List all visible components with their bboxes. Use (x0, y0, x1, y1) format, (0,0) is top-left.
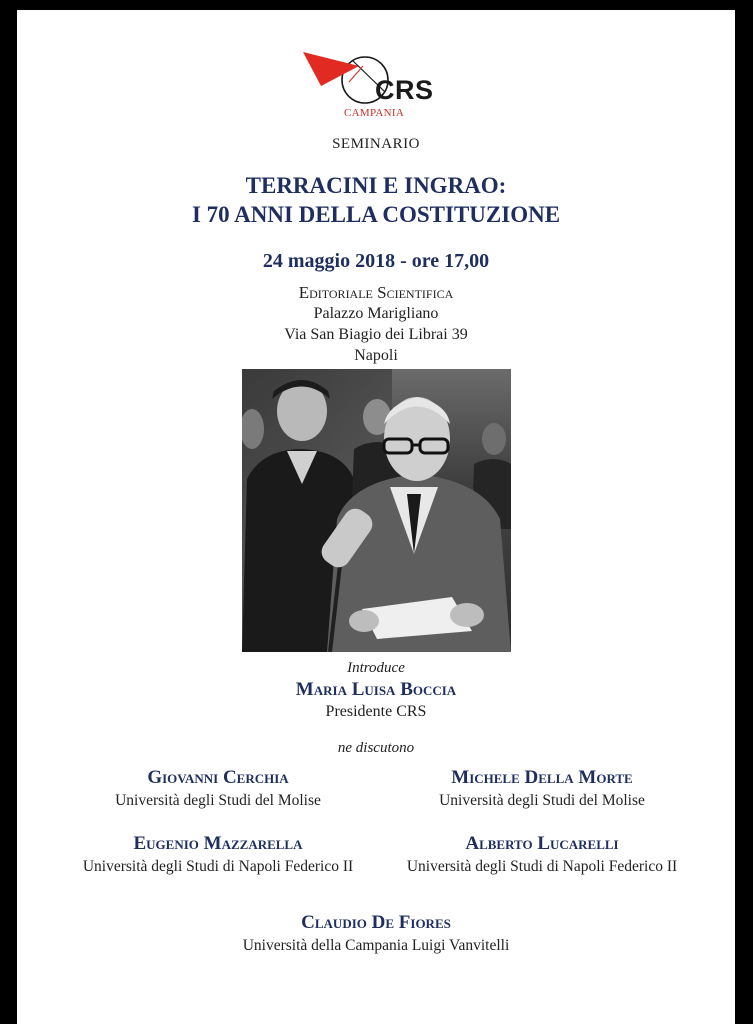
speaker-affiliation: Università degli Studi di Napoli Federico II (82, 858, 354, 875)
speaker-photo (242, 369, 511, 652)
intro-role: Presidente CRS (325, 703, 427, 720)
intro-name: Maria Luisa Boccia (295, 679, 457, 700)
event-type: SEMINARIO (332, 136, 420, 152)
speaker-affiliation: Università degli Studi del Molise (115, 792, 321, 809)
speaker-name: Alberto Lucarelli (465, 833, 619, 854)
speaker-name: Michele Della Morte (451, 767, 633, 788)
logo-subtitle: CAMPANIA (344, 107, 405, 119)
venue-publisher: Editoriale Scientifica (298, 283, 454, 302)
logo-name: CRS (375, 75, 434, 105)
venue-city: Napoli (354, 347, 398, 364)
poster-page (17, 10, 735, 1024)
venue-street: Via San Biagio dei Librai 39 (284, 326, 468, 343)
discussion-label: ne discutono (337, 740, 415, 756)
title-line-2: I 70 ANNI DELLA COSTITUZIONE (191, 202, 561, 227)
event-datetime: 24 maggio 2018 - ore 17,00 (262, 250, 490, 272)
venue-building: Palazzo Marigliano (313, 305, 439, 322)
speaker-name: Eugenio Mazzarella (133, 833, 303, 854)
speaker-name: Giovanni Cerchia (147, 767, 289, 788)
speaker-affiliation: Università della Campania Luigi Vanvitelli (242, 937, 510, 954)
speaker-affiliation: Università degli Studi di Napoli Federico II (406, 858, 678, 875)
title-line-1: TERRACINI E INGRAO: (245, 173, 507, 198)
intro-label: Introduce (347, 660, 405, 676)
speaker-name: Claudio De Fiores (301, 912, 451, 933)
speaker-affiliation: Università degli Studi del Molise (439, 792, 645, 809)
